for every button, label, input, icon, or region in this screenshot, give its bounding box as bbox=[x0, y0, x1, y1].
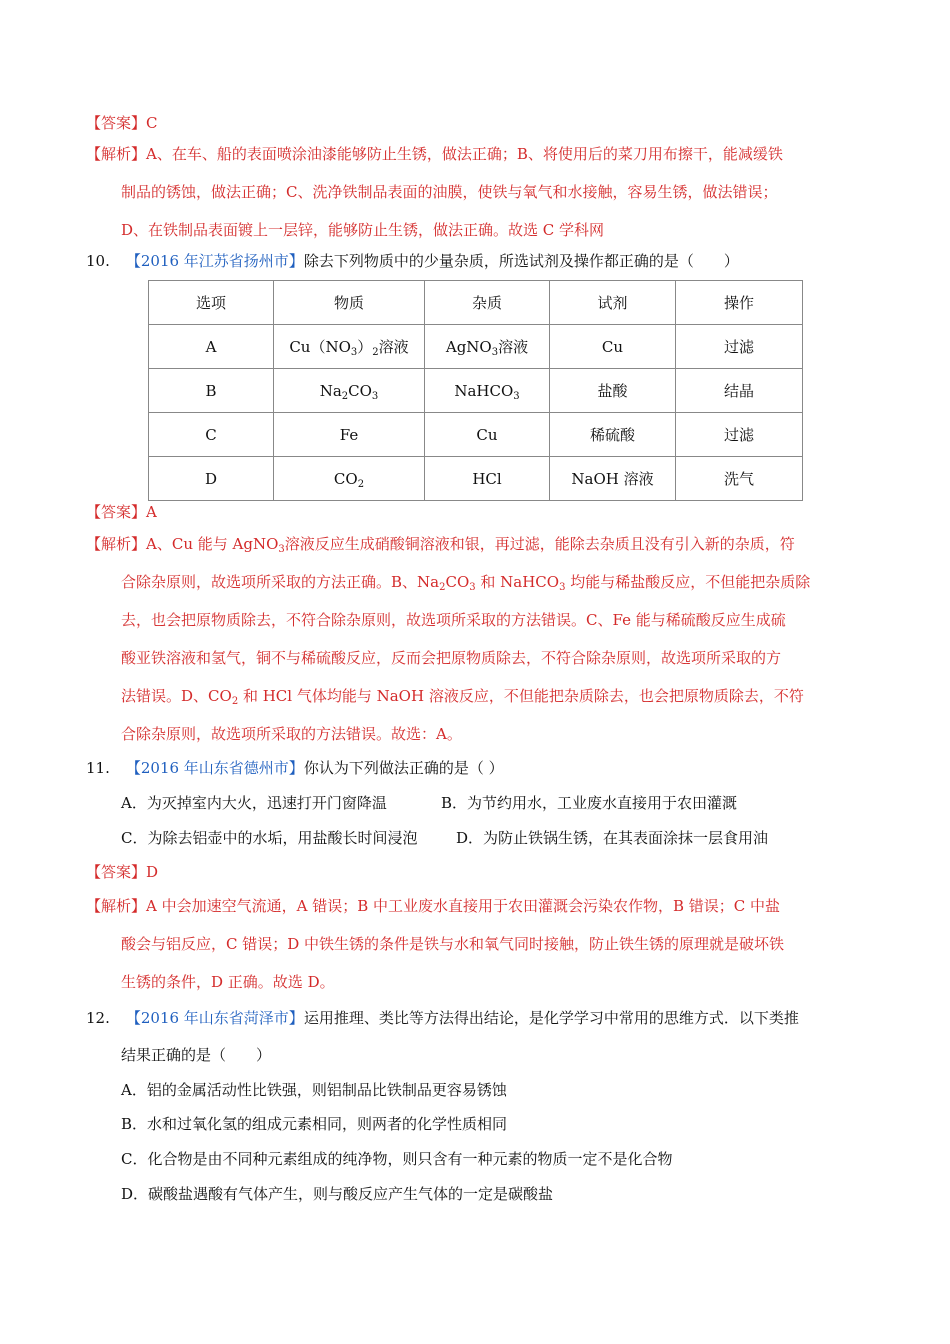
table-cell-option: B bbox=[149, 369, 274, 413]
table-cell-reagent: 盐酸 bbox=[550, 369, 676, 413]
table-cell-substance: $Cu(NO_3)_2$溶液 bbox=[274, 325, 425, 369]
q11-analysis-line: 生锈的条件，D 正确。故选 D。 bbox=[121, 973, 335, 991]
q11-option-b: B．为节约用水，工业废水直接用于农田灌溉 bbox=[441, 794, 738, 812]
q11-analysis-line: 【解析】A 中会加速空气流通，A 错误；B 中工业废水直接用于农田灌溉会污染农作物，B 错误；C 中盐 bbox=[86, 897, 781, 915]
question-source: 【2016 年山东省德州市】 bbox=[125, 759, 304, 777]
q10-stem bbox=[86, 250, 739, 272]
q10-options-table bbox=[148, 280, 803, 501]
analysis-label: 【解析】 bbox=[86, 535, 147, 553]
table-row bbox=[149, 413, 803, 457]
question-number: 10. bbox=[86, 252, 110, 270]
table-cell-option: C bbox=[149, 413, 274, 457]
table-header-cell: 物质 bbox=[274, 281, 425, 325]
q12-stem bbox=[86, 1007, 799, 1029]
table-header-cell: 操作 bbox=[676, 281, 803, 325]
question-number: 11. bbox=[86, 759, 110, 777]
question-source: 【2016 年山东省菏泽市】 bbox=[125, 1009, 304, 1027]
q11-option-a: A．为灭掉室内大火，迅速打开门窗降温 bbox=[121, 794, 387, 812]
q10-answer bbox=[86, 501, 157, 523]
question-number: 12. bbox=[86, 1009, 110, 1027]
table-header-cell: 选项 bbox=[149, 281, 274, 325]
answer-label: 【答案】 bbox=[86, 114, 147, 132]
q10-analysis-line: 法错误。D、$CO_2$ 和 HCl 气体均能与 NaOH 溶液反应，不但能把杂质除去，也会把原物质除去，不符 bbox=[121, 687, 804, 707]
table-cell-substance: $CO_2$ bbox=[274, 457, 425, 501]
q9-analysis-line: 制品的锈蚀，做法正确；C、洗净铁制品表面的油膜，使铁与氧气和水接触，容易生锈，做法错误； bbox=[121, 183, 778, 201]
table-cell-impurity: HCl bbox=[425, 457, 550, 501]
table-cell-impurity: NaHCO$_3$ bbox=[425, 369, 550, 413]
q10-analysis-line: 去，也会把原物质除去，不符合除杂原则，故选项所采取的方法错误。C、Fe 能与稀硫酸反应生成硫 bbox=[121, 611, 786, 629]
q12-option-a: A．铝的金属活动性比铁强，则铝制品比铁制品更容易锈蚀 bbox=[121, 1081, 507, 1099]
q12-option-b: B．水和过氧化氢的组成元素相同，则两者的化学性质相同 bbox=[121, 1115, 508, 1133]
table-header-row bbox=[149, 281, 803, 325]
q10-analysis-line: 【解析】A、Cu 能与 AgNO$_3$溶液反应生成硝酸铜溶液和银，再过滤，能除去杂质且没有引入新的杂质，符 bbox=[86, 535, 795, 555]
table-row bbox=[149, 369, 803, 413]
q11-analysis-line: 酸会与铝反应，C 错误；D 中铁生锈的条件是铁与水和氧气同时接触，防止铁生锈的原理就是破坏铁 bbox=[121, 935, 785, 953]
table-row bbox=[149, 325, 803, 369]
table-cell-operation: 洗气 bbox=[676, 457, 803, 501]
answer-value: D bbox=[146, 863, 159, 881]
question-source: 【2016 年江苏省扬州市】 bbox=[125, 252, 304, 270]
q9-analysis-line: 【解析】A、在车、船的表面喷涂油漆能够防止生锈，做法正确；B、将使用后的菜刀用布擦干，能减缓铁 bbox=[86, 145, 783, 163]
answer-label: 【答案】 bbox=[86, 863, 147, 881]
table-cell-option: D bbox=[149, 457, 274, 501]
table-cell-operation: 结晶 bbox=[676, 369, 803, 413]
q12-stem-cont: 结果正确的是（ ） bbox=[121, 1046, 272, 1064]
q12-option-d: D．碳酸盐遇酸有气体产生，则与酸反应产生气体的一定是碳酸盐 bbox=[121, 1185, 554, 1203]
q9-answer bbox=[86, 112, 158, 134]
table-cell-impurity: Cu bbox=[425, 413, 550, 457]
answer-value: C bbox=[146, 114, 158, 132]
table-cell-substance: Fe bbox=[274, 413, 425, 457]
answer-label: 【答案】 bbox=[86, 503, 147, 521]
table-cell-operation: 过滤 bbox=[676, 325, 803, 369]
question-text: 除去下列物质中的少量杂质，所选试剂及操作都正确的是（ ） bbox=[303, 252, 739, 270]
q11-option-c: C．为除去铝壶中的水垢，用盐酸长时间浸泡 bbox=[121, 829, 418, 847]
q10-analysis-line: 合除杂原则，故选项所采取的方法正确。B、$Na_2CO_3$ 和 NaHCO$_3$ 均能与稀盐酸反应，不但能把杂质除 bbox=[121, 573, 811, 593]
table-cell-operation: 过滤 bbox=[676, 413, 803, 457]
q11-answer bbox=[86, 861, 158, 883]
q10-analysis-line: 合除杂原则，故选项所采取的方法错误。故选：A。 bbox=[121, 725, 462, 743]
analysis-label: 【解析】 bbox=[86, 145, 147, 163]
answer-value: A bbox=[146, 503, 157, 521]
table-header-cell: 杂质 bbox=[425, 281, 550, 325]
q11-stem bbox=[86, 757, 504, 779]
question-text: 运用推理、类比等方法得出结论，是化学学习中常用的思维方式．以下类推 bbox=[303, 1009, 799, 1027]
analysis-label: 【解析】 bbox=[86, 897, 147, 915]
table-cell-impurity: AgNO$_3$溶液 bbox=[425, 325, 550, 369]
q9-analysis-line: D、在铁制品表面镀上一层锌，能够防止生锈，做法正确。故选 C 学科网 bbox=[121, 221, 605, 239]
table-row bbox=[149, 457, 803, 501]
table-cell-reagent: 稀硫酸 bbox=[550, 413, 676, 457]
question-text: 你认为下列做法正确的是（ ） bbox=[303, 759, 504, 777]
table-cell-reagent: Cu bbox=[550, 325, 676, 369]
table-header-cell: 试剂 bbox=[550, 281, 676, 325]
table-cell-reagent: NaOH 溶液 bbox=[550, 457, 676, 501]
table-cell-option: A bbox=[149, 325, 274, 369]
table-cell-substance: $Na_2CO_3$ bbox=[274, 369, 425, 413]
q12-option-c: C．化合物是由不同种元素组成的纯净物，则只含有一种元素的物质一定不是化合物 bbox=[121, 1150, 673, 1168]
q11-option-d: D．为防止铁锅生锈，在其表面涂抹一层食用油 bbox=[456, 829, 769, 847]
q10-analysis-line: 酸亚铁溶液和氢气，铜不与稀硫酸反应，反而会把原物质除去，不符合除杂原则，故选项所采取的方 bbox=[121, 649, 782, 667]
